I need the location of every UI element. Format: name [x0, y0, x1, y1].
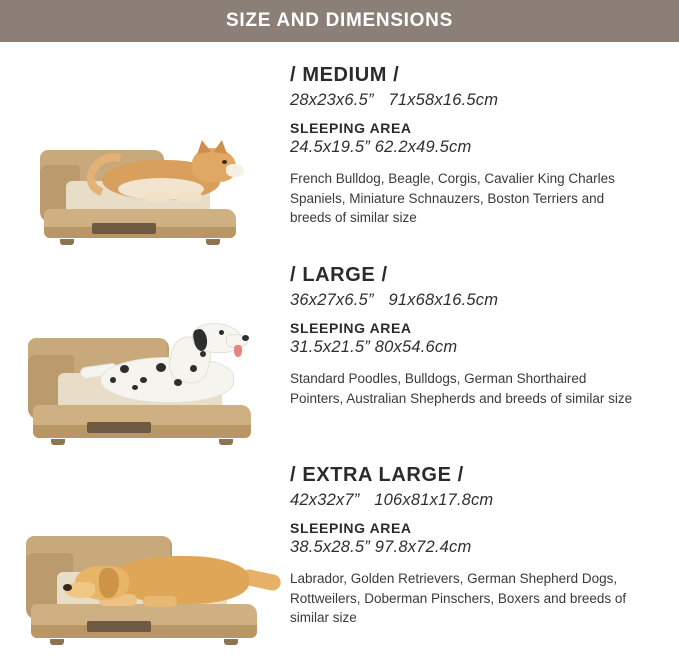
size-section-extra-large	[0, 460, 679, 660]
sleeping-imperial: 31.5x21.5”	[290, 338, 370, 356]
overall-dimensions	[290, 491, 643, 510]
dalmatian-icon	[74, 321, 260, 413]
dimensions-imperial: 36x27x6.5”	[290, 291, 374, 309]
size-info-extra-large	[290, 460, 679, 628]
bed-foot-left	[60, 239, 74, 245]
bed-brand-tag	[92, 223, 156, 234]
sleeping-area-label: SLEEPING AREA	[290, 320, 412, 336]
overall-dimensions	[290, 291, 643, 310]
shiba-inu-icon	[84, 144, 244, 210]
dog-spot	[110, 377, 116, 383]
dimensions-metric: 106x81x17.8cm	[374, 491, 494, 509]
size-sections	[0, 42, 679, 660]
size-section-medium	[0, 60, 679, 260]
size-section-large	[0, 260, 679, 460]
bed-foot-right	[206, 239, 220, 245]
size-label: / LARGE /	[290, 264, 388, 286]
bed-brand-tag	[87, 621, 151, 632]
golden-retriever-icon	[59, 542, 267, 616]
sleeping-area-dimensions	[290, 138, 643, 157]
page-title: SIZE AND DIMENSIONS	[226, 10, 453, 31]
sleeping-metric: 80x54.6cm	[374, 338, 458, 356]
bed-illustration-medium	[0, 60, 290, 260]
dog-spot	[200, 351, 206, 357]
dimensions-imperial: 28x23x6.5”	[290, 91, 374, 109]
bed-foot-right	[219, 439, 233, 445]
breed-list: French Bulldog, Beagle, Corgis, Cavalier King Charles Spaniels, Miniature Schnauzers, Boston Terriers and breeds of similar size	[290, 171, 615, 226]
bed-foot-right	[224, 639, 238, 645]
sleeping-area-dimensions	[290, 338, 643, 357]
breed-list: Standard Poodles, Bulldogs, German Shorthaired Pointers, Australian Shepherds and breeds of similar size	[290, 371, 633, 406]
dog-bed-graphic	[26, 536, 262, 642]
header-bar	[0, 0, 679, 42]
sleeping-area-dimensions	[290, 538, 643, 557]
size-info-medium	[290, 60, 679, 228]
dog-spot	[190, 365, 197, 372]
size-info-large	[290, 260, 679, 408]
dog-paw	[143, 596, 177, 607]
size-label: / EXTRA LARGE /	[290, 464, 464, 486]
sleeping-imperial: 38.5x28.5”	[290, 538, 370, 556]
size-label: / MEDIUM /	[290, 64, 400, 86]
dimensions-imperial: 42x32x7”	[290, 491, 360, 509]
bed-brand-tag	[87, 422, 151, 433]
dog-ear	[213, 140, 229, 155]
sleeping-metric: 62.2x49.5cm	[374, 138, 472, 156]
dog-snout	[226, 164, 244, 177]
breed-list: Labrador, Golden Retrievers, German Shepherd Dogs, Rottweilers, Doberman Pinschers, Boxers and breeds of similar size	[290, 571, 627, 626]
dog-bed-graphic	[40, 150, 240, 242]
dog-bed-graphic	[28, 338, 256, 442]
dimensions-metric: 91x68x16.5cm	[388, 291, 499, 309]
bed-foot-left	[50, 639, 64, 645]
dog-torso	[100, 357, 234, 403]
dog-paw	[176, 192, 202, 202]
bed-illustration-large	[0, 260, 290, 460]
dog-paw	[144, 192, 170, 202]
dog-spot	[120, 365, 129, 373]
bed-foot-left	[51, 439, 65, 445]
sleeping-imperial: 24.5x19.5”	[290, 138, 370, 156]
overall-dimensions	[290, 91, 643, 110]
dimensions-metric: 71x58x16.5cm	[388, 91, 499, 109]
dog-tongue	[234, 345, 242, 357]
sleeping-area-label: SLEEPING AREA	[290, 120, 412, 136]
bed-illustration-extra-large	[0, 460, 290, 660]
dog-spot	[156, 363, 166, 372]
sleeping-area-label: SLEEPING AREA	[290, 520, 412, 536]
sleeping-metric: 97.8x72.4cm	[374, 538, 472, 556]
